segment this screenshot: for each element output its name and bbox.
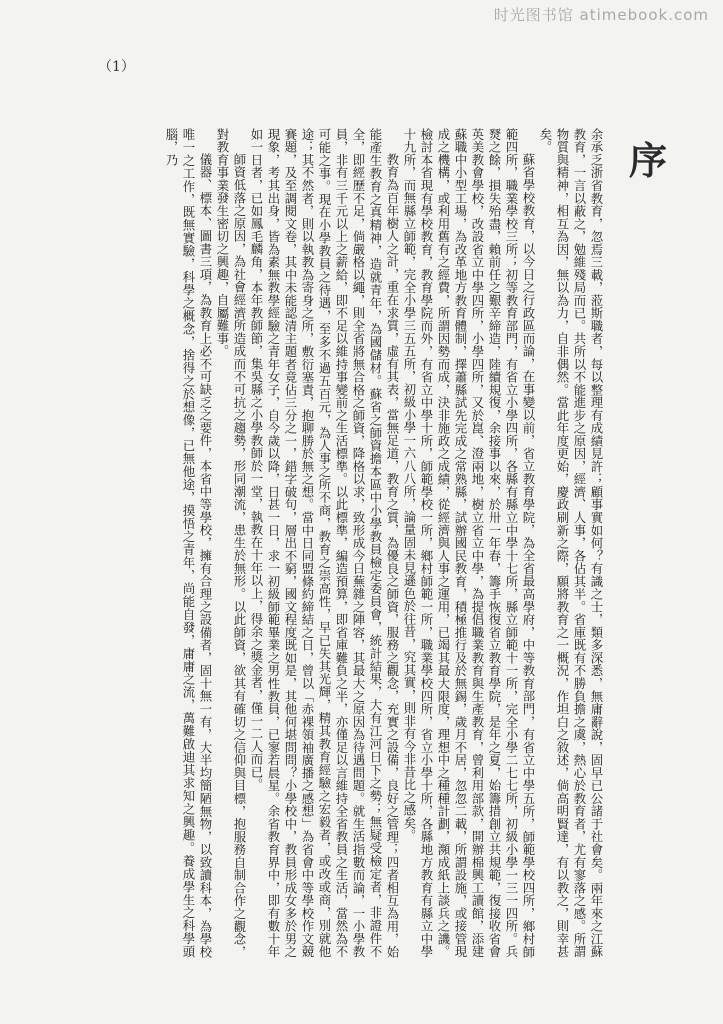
paragraph: 教育為百年樹人之計，重在求質，虛有其表，當無足道，教育之質，為優良之師資，服務之觀念，充實之設備，良好之管理；四者相互為用，始能產生教育之真精神，造就青年，為國儲材。蘇省之師資擔本區中小學教員檢定委員會，統計結果，大有江河日下之勢；無疑受檢定者，非證件不全，即經歷不足，倘嚴格以繩，則全省將無合格之師資，降格以求，致形成今日蕪雜之陣容，其最大之原因為待遇問題。就生活指數而論，一小學教員，非有三千元以上之薪給，即不足以維持事變前之生活標準。以此標準，編造預算，即省庫難負之半，亦僅足以言維持全省教員之生活，當然為不可能之事。現在小學教員之待遇，至多不過五百元，為人事之所不商，教育之崇高性，早已失其光輝，精其教育經驗之宏毅者，或改或商，別就他途；其不然者，則以執教為寄身之所，敷衍塞責，抱聊勝於無之想。當中日同盟條約締結之日，曾以「赤裸領袖廣播之感想」為省會中等學校作文競賽題，及至調閱文卷，其中未能認清主題者竟佔三分之一，錯字破句，層出不窮，國文程度既如是，其他何堪問問？小學校中，教員形成女多於男之現象，考其出身，皆為素無教學經驗之青年女子，自今歲以降，日甚一日，求一初級師範畢業之男性教員，已寥若晨星。余省教育界中，即有數十年如一日者，已如鳳毛麟角，本年教師節，集吳縣之小學教師於一堂，執教在十年以上，得余之獎金者，僅一二人而已。: [249, 128, 400, 958]
paragraph: 余承乏浙省教育，忽焉三載，蒞斯職者，每以整理有成績見許；顧事實如何？有識之士，類多深悉，無庸辭說，固早已公諸于社會矣。兩年來之江蘇教育，一言以蔽之，勉維殘局而已。共所以不能進步之原因，經濟、人事，各佔其半。省庫既有不勝負擔之虞，熱心於教育者，尤有寥落之感。所謂物質與精神，相互為因，無以為力，自非偶然。當此年度更始，慶政刷新之際，願將教育之一概況，作坦白之敘述，倘高明賢達，有以教之，則幸甚矣。: [538, 128, 604, 958]
paragraph: 蘇省學校教育，以今日之行政區而論，在事變以前，省立教育學院，為全省最高學府，中等教育部門，有省立中學五所，師範學校四所，鄉村師範四所，職業學校三所；初等教育部門，有省立小學四所，各縣有縣立中學十七所，縣立師範十一所，完全小學二七七所，初級小學一三一四所。兵燹之餘，損失殆盡，賴前任之艱辛締造，陸續規復，余接事以來，於卅一年春，籌手恢復省立教育學院，是年之夏，始籌措創立共規範，復接收省會英美教會學校，改設省立中學四所，小學四所，又於崑、澄兩地，樹立省立中學，為提倡職業教育與生產教育，曾利用部款，開辦棉興工讀館，添建蘇職中小型工場，為改革地方教育體制，擇蕭縣試先完成之常熟縣，試辦國民教育，積極推行及於無錫，歲月不居，忽忽二載，所謂設施，或接管現成之機構，或利用舊有之經費，所謂因勢而成，決非施政之成績，從經濟與人事之運用，已竭其最大限度，理想中之種種計劃，瀕成紙上談兵之譏。檢討本省現有學校教育，教育學院而外，有省立中學十所，師範學校一所，鄉村師範一所，職業學校四所，省立小學十所，各縣地方教育有縣立中學十九所，而無縣立師範，完全小學三五五所，初級小學一六八八所，論量固未見遜色於往昔，究其實，則非有今非昔比之感矣。: [402, 128, 536, 958]
site-watermark: 时光图书馆 atimebook.com: [493, 6, 709, 24]
paragraph: 師資低落之原因，為社會經濟所造成而不可抗之趨勢，形同潮流，患生於無形。以此師資，欲其有確切之信仰與目標，抱服務自制合作之觀念，對教育事業發生密切之興趣，自屬難事。: [215, 128, 247, 958]
preface-body: [99, 128, 605, 958]
preface-title: 序: [628, 138, 667, 183]
paragraph: 儀器、標本、圖書三項，為教育上必不可缺乏之要件，本省中等學校，擁有合理之設備者，固十無一有，大半均簡陋無物，以致讀科本，為學校唯一之工作，既無實驗，科學之概念，捨得之於想像，已無他途，摸悟之青年，尚能自發，庸庸之流，萬難啟迪其求知之興趣。養成學生之科學頭腦，乃: [164, 128, 213, 958]
page-number: （1）: [98, 59, 135, 75]
